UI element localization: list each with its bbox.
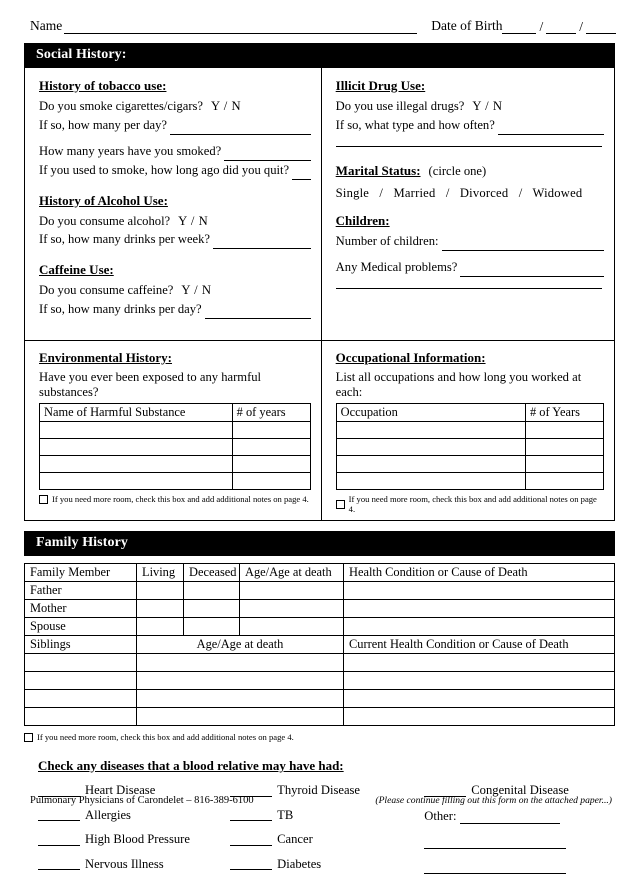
social-history-bottom-region [25,340,614,520]
occupational-more-room-note: If you need more room, check this box and add additional notes on page 4. [348,494,597,514]
spacer [39,250,311,261]
family-more-room-note: If you need more room, check this box and add additional notes on page 4. [37,732,294,742]
alcohol-consume-row [39,213,311,231]
marital-sep-1: / [379,185,384,200]
occ-cell-years[interactable] [525,456,603,473]
table-row[interactable] [25,654,615,672]
date-of-birth-field [431,18,616,34]
occupational-information-block [321,341,614,520]
tobacco-heading: History of tobacco use: [39,78,167,93]
spacer [336,147,604,162]
drug-use-row [336,98,604,116]
sibling-cell-condition[interactable] [344,690,615,708]
table-header-row [40,404,311,422]
env-cell-substance[interactable] [40,473,233,490]
disease-checkbox-blank[interactable] [38,809,80,821]
disease-item[interactable] [38,833,230,846]
disease-item[interactable] [38,809,230,822]
fam-cell-living[interactable] [137,582,184,600]
disease-checkbox-blank[interactable] [38,834,80,846]
sibling-cell-age[interactable] [137,654,344,672]
date-of-birth-inputs[interactable] [502,19,616,34]
fam-cell-living[interactable] [137,618,184,636]
date-of-birth-label: Date of Birth [431,18,503,33]
table-row[interactable] [336,473,603,490]
occ-cell-occupation[interactable] [336,473,525,490]
table-row[interactable] [40,473,311,490]
disease-item[interactable] [230,833,422,846]
fam-cell-living[interactable] [137,600,184,618]
drug-use-question: Do you use illegal drugs? [335,99,465,113]
social-history-top-region [25,68,614,340]
fam-col-member: Family Member [25,564,137,582]
alcohol-heading: History of Alcohol Use: [39,192,168,208]
env-col-substance: Name of Harmful Substance [40,404,233,422]
dob-day-input[interactable] [546,19,576,34]
table-row[interactable] [40,439,311,456]
tobacco-smoke-question-row [39,98,311,116]
table-row[interactable] [40,422,311,439]
marital-status-instruction: (circle one) [428,163,487,178]
fam-row-label-father: Father [25,582,137,600]
dob-year-input[interactable] [586,19,616,34]
marital-status-heading: Marital Status: [335,162,421,178]
disease-label-tb: TB [277,807,294,822]
caffeine-perday-input[interactable] [205,306,311,319]
dob-month-input[interactable] [502,19,536,34]
occ-col-occupation: Occupation [336,404,525,422]
fam-cell-age[interactable] [240,600,344,618]
table-row[interactable] [25,600,615,618]
disease-checkbox-blank[interactable] [230,834,272,846]
table-row[interactable] [25,708,615,726]
sibling-cell-age[interactable] [137,672,344,690]
table-row[interactable] [25,582,615,600]
fam-cell-deceased[interactable] [184,600,240,618]
environmental-more-room-row[interactable] [39,494,311,506]
tobacco-smoke-yn[interactable]: Y / N [211,99,242,113]
occ-cell-years[interactable] [525,473,603,490]
sibling-cell-condition[interactable] [344,708,615,726]
spacer [39,181,311,192]
family-history-header: Family History [24,531,615,556]
drug-type-row [336,117,604,135]
fam-cell-condition[interactable] [344,600,615,618]
family-more-room-row[interactable] [24,732,615,744]
social-history-panel [24,68,615,521]
drug-type-input[interactable] [498,122,604,135]
env-cell-substance[interactable] [40,456,233,473]
disease-item[interactable] [230,858,422,871]
env-cell-years[interactable] [232,473,310,490]
disease-other-row [424,809,614,824]
caffeine-consume-question: Do you consume caffeine? [39,283,174,298]
checkbox-icon[interactable] [336,500,345,509]
sibling-cell-condition[interactable] [344,654,615,672]
disease-other-input-1[interactable] [460,811,560,824]
diseases-section [0,744,640,886]
disease-label-allergies: Allergies [85,807,131,822]
table-row[interactable] [25,672,615,690]
tobacco-years-input[interactable] [224,148,310,161]
siblings-label: Siblings [25,636,137,654]
table-row[interactable] [40,456,311,473]
dob-slash-1: / [539,18,544,34]
fam-col-living: Living [137,564,184,582]
dob-slash-2: / [579,18,583,34]
env-cell-years[interactable] [232,422,310,439]
env-cell-years[interactable] [232,456,310,473]
table-row[interactable] [336,422,603,439]
sibling-cell-condition[interactable] [344,672,615,690]
occ-cell-years[interactable] [525,439,603,456]
table-header-row [336,404,603,422]
occ-cell-occupation[interactable] [336,456,525,473]
illicit-drug-heading: Illicit Drug Use: [335,78,426,93]
tobacco-quit-label: If you used to smoke, how long ago did you quit? [39,162,290,177]
marital-option-divorced[interactable]: Divorced [459,185,509,200]
sibling-cell-age[interactable] [137,708,344,726]
children-count-input[interactable] [442,238,604,251]
occupational-more-room-row[interactable] [336,494,604,516]
env-col-years: # of years [232,404,310,422]
occ-cell-occupation[interactable] [336,422,525,439]
children-medical-row [336,259,604,277]
tobacco-years-row [39,143,311,161]
spacer [336,252,604,259]
disease-item[interactable] [230,809,422,822]
fam-col-age: Age/Age at death [240,564,344,582]
occ-col-years: # of Years [525,404,603,422]
marital-option-widowed[interactable]: Widowed [532,185,583,200]
table-row[interactable] [25,618,615,636]
env-cell-substance[interactable] [40,422,233,439]
social-left-column [25,68,321,340]
caffeine-heading: Caffeine Use: [39,262,114,278]
children-heading: Children: [335,212,390,228]
marital-sep-3: / [518,185,523,200]
alcohol-perweek-row [39,231,311,249]
disease-label-congenital-disease: Congenital Disease [471,783,569,797]
fam-cell-deceased[interactable] [184,618,240,636]
environmental-more-room-note: If you need more room, check this box and add additional notes on page 4. [52,494,309,504]
patient-identity-row [0,0,640,34]
fam-cell-condition[interactable] [344,582,615,600]
name-label: Name [30,18,63,33]
sibling-cell-age[interactable] [137,690,344,708]
fam-cell-age[interactable] [240,618,344,636]
fam-row-label-spouse: Spouse [25,618,137,636]
table-row[interactable] [25,690,615,708]
alcohol-perweek-label: If so, how many drinks per week? [39,232,211,247]
drug-use-yn[interactable]: Y / N [472,99,503,113]
checkbox-icon[interactable] [39,495,48,504]
disease-checkbox-blank[interactable] [230,809,272,821]
table-header-row [25,564,615,582]
tobacco-quit-row [39,162,311,180]
disease-item[interactable] [38,858,230,871]
footer-continuation-note: (Please continue filling out this form on the attached paper...) [375,795,612,806]
children-medical-label: Any Medical problems? [335,259,458,274]
family-history-table[interactable] [24,563,615,726]
caffeine-consume-row [39,282,311,300]
alcohol-consume-question: Do you consume alcohol? [39,213,171,228]
marital-option-single[interactable]: Single [335,185,370,200]
occupational-prompt: List all occupations and how long you worked at each: [335,370,582,399]
tobacco-perday-label: If so, how many per day? [39,117,167,132]
environmental-history-block [25,341,321,520]
table-row[interactable] [336,439,603,456]
env-cell-substance[interactable] [40,439,233,456]
disease-other-input-2[interactable] [424,836,566,849]
marital-status-options[interactable] [336,186,604,201]
disease-label-nervous-illness: Nervous Illness [85,856,164,871]
tobacco-perday-input[interactable] [170,122,311,135]
siblings-col-age: Age/Age at death [137,636,344,654]
disease-label-heart-disease: Heart Disease [85,783,156,797]
checkbox-icon[interactable] [24,733,33,742]
marital-option-married[interactable]: Married [393,185,436,200]
caffeine-consume-yn[interactable]: Y / N [181,283,212,298]
children-medical-input-line-2[interactable] [336,288,602,289]
children-count-row [336,233,604,251]
occupational-table[interactable] [336,403,604,490]
environmental-heading: Environmental History: [39,350,173,365]
occ-cell-occupation[interactable] [336,439,525,456]
caffeine-perday-label: If so, how many drinks per day? [39,302,202,317]
disease-checkbox-blank[interactable] [38,858,80,870]
disease-checkbox-blank[interactable] [230,858,272,870]
family-history-section [24,563,615,744]
fam-row-label-mother: Mother [25,600,137,618]
fam-cell-deceased[interactable] [184,582,240,600]
page-footer [0,795,640,806]
disease-label-cancer: Cancer [277,832,313,847]
spacer [39,136,311,143]
drug-type-label: If so, what type and how often? [335,117,495,132]
environmental-prompt: Have you ever been exposed to any harmful substances? [39,370,262,399]
env-cell-years[interactable] [232,439,310,456]
marital-sep-2: / [445,185,450,200]
tobacco-quit-input[interactable] [292,167,311,180]
footer-practice-info: Pulmonary Physicians of Carondelet – 816-389-6100 [30,795,254,806]
disease-label-thyroid-disease: Thyroid Disease [277,783,361,797]
spacer [336,201,604,212]
children-count-label: Number of children: [335,233,439,248]
alcohol-consume-yn[interactable]: Y / N [178,213,209,228]
disease-label-diabetes: Diabetes [277,856,322,871]
table-row[interactable] [336,456,603,473]
fam-cell-age[interactable] [240,582,344,600]
disease-other-label: Other: [424,808,457,823]
social-history-header: Social History: [24,43,615,68]
occupational-heading: Occupational Information: [335,350,486,365]
children-medical-input[interactable] [460,264,604,277]
sibling-cell-name[interactable] [25,690,137,708]
siblings-col-condition: Current Health Condition or Cause of Death [344,636,615,654]
fam-col-deceased: Deceased [184,564,240,582]
caffeine-perday-row [39,301,311,319]
fam-col-condition: Health Condition or Cause of Death [344,564,615,582]
fam-cell-condition[interactable] [344,618,615,636]
sibling-cell-name[interactable] [25,708,137,726]
environmental-table[interactable] [39,403,311,490]
sibling-cell-name[interactable] [25,654,137,672]
spacer [39,320,311,336]
disease-other-input-3[interactable] [424,861,566,874]
sibling-cell-name[interactable] [25,672,137,690]
social-right-column [321,68,614,340]
tobacco-smoke-question: Do you smoke cigarettes/cigars? [39,99,204,113]
occ-cell-years[interactable] [525,422,603,439]
tobacco-perday-row [39,117,311,135]
tobacco-years-label: How many years have you smoked? [39,143,222,158]
diseases-title: Check any diseases that a blood relative may have had: [38,758,344,773]
disease-label-high-blood-pressure: High Blood Pressure [85,832,190,847]
siblings-header-row [25,636,615,654]
name-input[interactable] [64,20,417,34]
alcohol-perweek-input[interactable] [213,236,311,249]
